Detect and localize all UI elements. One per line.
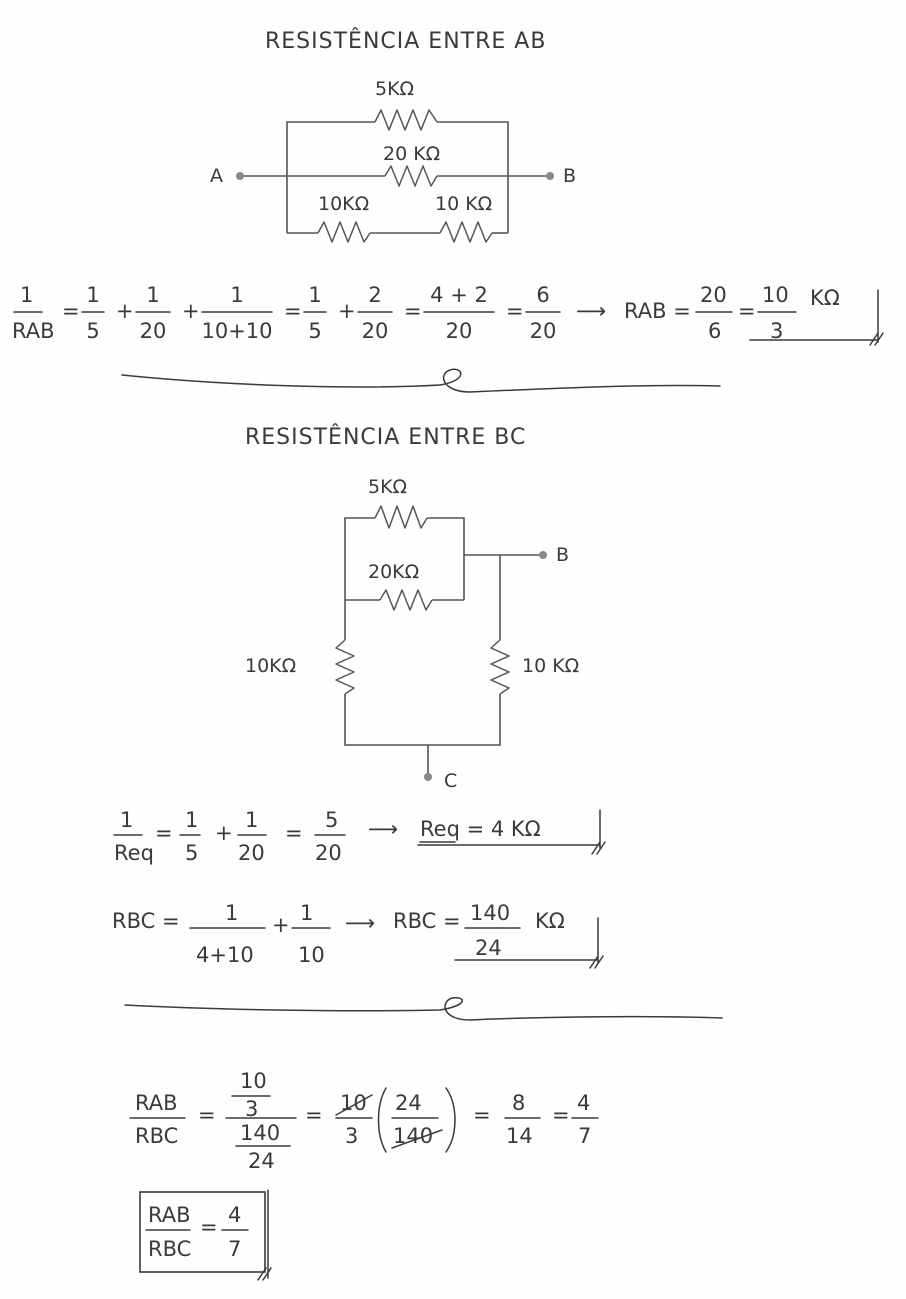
equation-rab [12, 283, 883, 345]
fraction-numerator: RAB [135, 1091, 178, 1115]
fraction-numerator: 1 [225, 901, 239, 925]
cancelled-denominator: 140 [393, 1124, 434, 1148]
fraction-numerator: 8 [512, 1091, 526, 1115]
fraction-denominator: 3 [770, 319, 784, 343]
node-b-dot [546, 172, 554, 180]
equals-sign: = [62, 299, 80, 323]
divider-flourish [125, 998, 722, 1020]
fraction-denominator: 5 [86, 319, 100, 343]
fraction-numerator: 10 [762, 283, 789, 307]
label-node-b: B [556, 544, 570, 566]
fraction-denominator: 20 [238, 841, 265, 865]
result: Req = 4 KΩ [420, 817, 541, 841]
circuit-ab [236, 110, 554, 242]
wire [437, 122, 508, 233]
resistor-10k-symbol [440, 222, 492, 242]
cancelled-numerator: 10 [340, 1091, 367, 1115]
result-label: RBC = [393, 909, 461, 933]
equals-sign: = [198, 1103, 216, 1127]
node-c-dot [424, 773, 432, 781]
equals-sign: = [200, 1215, 218, 1239]
fraction-denominator: 7 [578, 1124, 592, 1148]
label-5k: 5KΩ [368, 476, 408, 498]
fraction-numerator: 1 [300, 901, 314, 925]
resistor-5k-symbol [375, 506, 427, 528]
label-10k: 10 KΩ [435, 193, 493, 215]
section1-title: RESISTÊNCIA ENTRE AB [265, 29, 547, 54]
fraction-numerator: 1 [308, 283, 322, 307]
resistor-20k-symbol [380, 590, 432, 610]
label-node-c: C [444, 770, 458, 792]
fraction-denominator: 5 [185, 841, 199, 865]
equals-sign: = [473, 1103, 491, 1127]
double-slash-mark [592, 842, 605, 854]
fraction-denominator: 14 [506, 1124, 533, 1148]
node-b-dot [539, 551, 547, 559]
equation-terms [82, 283, 560, 343]
paren-left [379, 1088, 387, 1152]
label-node-a: A [210, 165, 223, 187]
fraction-numerator: 2 [368, 283, 382, 307]
fraction-numerator: 1 [86, 283, 100, 307]
double-slash-mark [870, 333, 883, 345]
fraction-numerator: 10 [240, 1069, 267, 1093]
equation-rbc [112, 901, 603, 968]
plus-sign: + [272, 913, 290, 937]
resistor-20k-symbol [385, 166, 437, 186]
fraction-denominator: 3 [345, 1124, 359, 1148]
fraction-denominator: 20 [445, 319, 473, 343]
equals-sign: = [404, 299, 422, 323]
fraction-denominator: 4+10 [196, 943, 254, 967]
plus-sign: + [116, 299, 134, 323]
fraction-denominator: 24 [475, 936, 502, 960]
fraction-numerator: 5 [325, 808, 339, 832]
result-label: RAB = [624, 299, 691, 323]
equals-sign: = [284, 299, 302, 323]
fraction-numerator: 140 [240, 1121, 281, 1145]
section2-title: RESISTÊNCIA ENTRE BC [245, 425, 527, 450]
fraction-numerator: 6 [536, 283, 550, 307]
fraction-denominator: 20 [361, 319, 389, 343]
wire [427, 518, 464, 600]
fraction-numerator: 20 [700, 283, 727, 307]
double-slash-mark [590, 956, 603, 968]
fraction-numerator: 4 [577, 1091, 591, 1115]
label-20k: 20KΩ [368, 561, 420, 583]
fraction-denominator: 7 [228, 1237, 242, 1261]
unit: KΩ [810, 286, 840, 310]
fraction-denominator: RBC [135, 1124, 179, 1148]
fraction-denominator: 5 [308, 319, 322, 343]
plus-sign: + [338, 299, 356, 323]
divider-flourish [122, 369, 720, 392]
label-5k: 5KΩ [375, 78, 415, 100]
fraction-numerator: 4 + 2 [430, 283, 488, 307]
equals-sign: = [155, 821, 173, 845]
fraction-denominator: Req [114, 841, 154, 865]
fraction-denominator: 20 [139, 319, 167, 343]
paren-right [446, 1088, 455, 1152]
fraction-numerator: 1 [20, 283, 34, 307]
wire [345, 694, 500, 745]
fraction-denominator: 3 [245, 1097, 259, 1121]
equals-sign: = [552, 1103, 570, 1127]
label-node-b: B [563, 165, 577, 187]
rbc-label: RBC = [112, 909, 180, 933]
wire [345, 518, 375, 600]
fraction-numerator: 1 [245, 808, 259, 832]
resistor-10k-symbol [336, 640, 354, 694]
equals-sign: = [305, 1103, 323, 1127]
unit: KΩ [535, 909, 565, 933]
plus-sign: + [182, 299, 200, 323]
fraction-denominator: 20 [315, 841, 342, 865]
fraction-numerator: 4 [228, 1203, 242, 1227]
label-10k: 10KΩ [245, 655, 297, 677]
fraction-denominator: 20 [529, 319, 557, 343]
label-20k: 20 KΩ [383, 143, 441, 165]
arrow: ⟶ [576, 299, 607, 323]
fraction-numerator: 24 [395, 1091, 422, 1115]
arrow: ⟶ [345, 911, 376, 935]
plus-sign: + [215, 821, 233, 845]
label-10k: 10 KΩ [522, 655, 580, 677]
fraction-numerator: RAB [148, 1203, 191, 1227]
fraction-numerator: 140 [470, 901, 511, 925]
fraction-denominator: 6 [708, 319, 722, 343]
fraction-numerator: 1 [230, 283, 244, 307]
equals-sign: = [285, 821, 303, 845]
fraction-numerator: 1 [120, 808, 134, 832]
resistor-10k-symbol [318, 222, 370, 242]
double-slash-mark [258, 1268, 271, 1280]
label-10k: 10KΩ [318, 193, 370, 215]
final-answer-box [140, 1190, 271, 1280]
fraction-denominator: 24 [248, 1149, 275, 1173]
fraction-denominator: 10 [298, 943, 325, 967]
wire [287, 122, 375, 233]
resistor-5k-symbol [375, 110, 437, 130]
equation-req [114, 808, 605, 865]
resistor-10k-symbol [491, 640, 509, 694]
equals-sign: = [506, 299, 524, 323]
arrow: ⟶ [368, 817, 399, 841]
fraction-denominator: 10+10 [201, 319, 273, 343]
fraction-denominator: RAB [12, 319, 55, 343]
node-a-dot [236, 172, 244, 180]
equals-sign: = [738, 299, 756, 323]
equation-ratio [130, 1069, 598, 1173]
circuit-bc [336, 506, 547, 781]
fraction-denominator: RBC [148, 1237, 192, 1261]
fraction-numerator: 1 [146, 283, 160, 307]
fraction-numerator: 1 [185, 808, 199, 832]
